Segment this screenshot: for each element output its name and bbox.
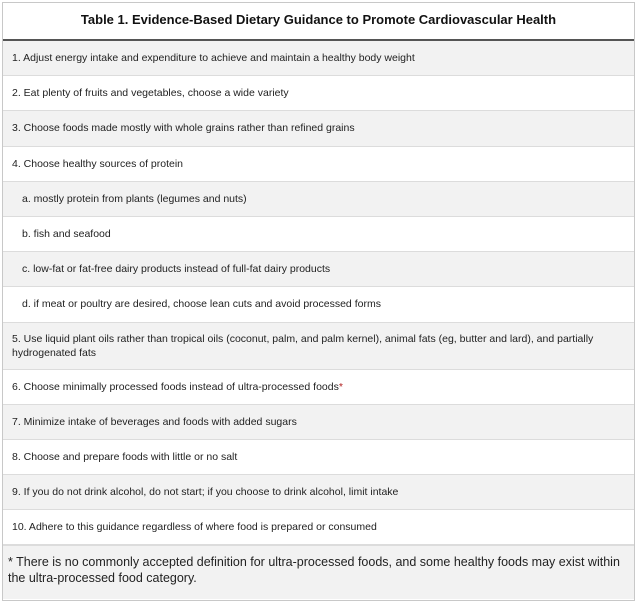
row-text: a. mostly protein from plants (legumes and nuts) xyxy=(22,192,247,205)
row-text: 6. Choose minimally processed foods instead of ultra-processed foods xyxy=(12,380,339,393)
row-text: 8. Choose and prepare foods with little or no salt xyxy=(12,450,238,463)
row-text: 3. Choose foods made mostly with whole grains rather than refined grains xyxy=(12,122,355,135)
row-text: 1. Adjust energy intake and expenditure to achieve and maintain a healthy body weight xyxy=(12,52,415,65)
row-text: c. low-fat or fat-free dairy products instead of full-fat dairy products xyxy=(22,263,331,276)
table-row xyxy=(3,111,634,146)
row-text: 7. Minimize intake of beverages and foods with added sugars xyxy=(12,415,297,428)
table-row xyxy=(3,405,634,440)
table-row xyxy=(3,510,634,545)
table-footnote: * There is no commonly accepted definition for ultra-processed foods, and some healthy foods may exist within the ultra-processed food category. xyxy=(3,545,634,599)
row-text: 4. Choose healthy sources of protein xyxy=(12,157,184,170)
table-row xyxy=(3,440,634,475)
table-row xyxy=(3,217,634,252)
table-row xyxy=(3,76,634,111)
row-text: 9. If you do not drink alcohol, do not start; if you choose to drink alcohol, limit intake xyxy=(12,486,399,499)
row-text: 5. Use liquid plant oils rather than tropical oils (coconut, palm, and palm kernel), animal fats (eg, butter and lard), and partially hydrogenated fats xyxy=(12,332,594,359)
table-row xyxy=(3,475,634,510)
table-row xyxy=(3,287,634,322)
table-row xyxy=(3,370,634,405)
footnote-marker: * xyxy=(338,380,343,393)
row-text: 2. Eat plenty of fruits and vegetables, choose a wide variety xyxy=(12,87,289,100)
table-row xyxy=(3,182,634,217)
table-row xyxy=(3,41,634,76)
row-text: 10. Adhere to this guidance regardless of where food is prepared or consumed xyxy=(12,521,377,534)
table-body xyxy=(3,41,634,545)
dietary-guidance-table xyxy=(2,2,635,601)
table-caption: Table 1. Evidence-Based Dietary Guidance to Promote Cardiovascular Health xyxy=(3,3,634,41)
row-text: d. if meat or poultry are desired, choose lean cuts and avoid processed forms xyxy=(22,298,381,311)
table-row xyxy=(3,147,634,182)
table-row xyxy=(3,252,634,287)
table-row xyxy=(3,323,634,370)
row-text: b. fish and seafood xyxy=(22,228,111,241)
